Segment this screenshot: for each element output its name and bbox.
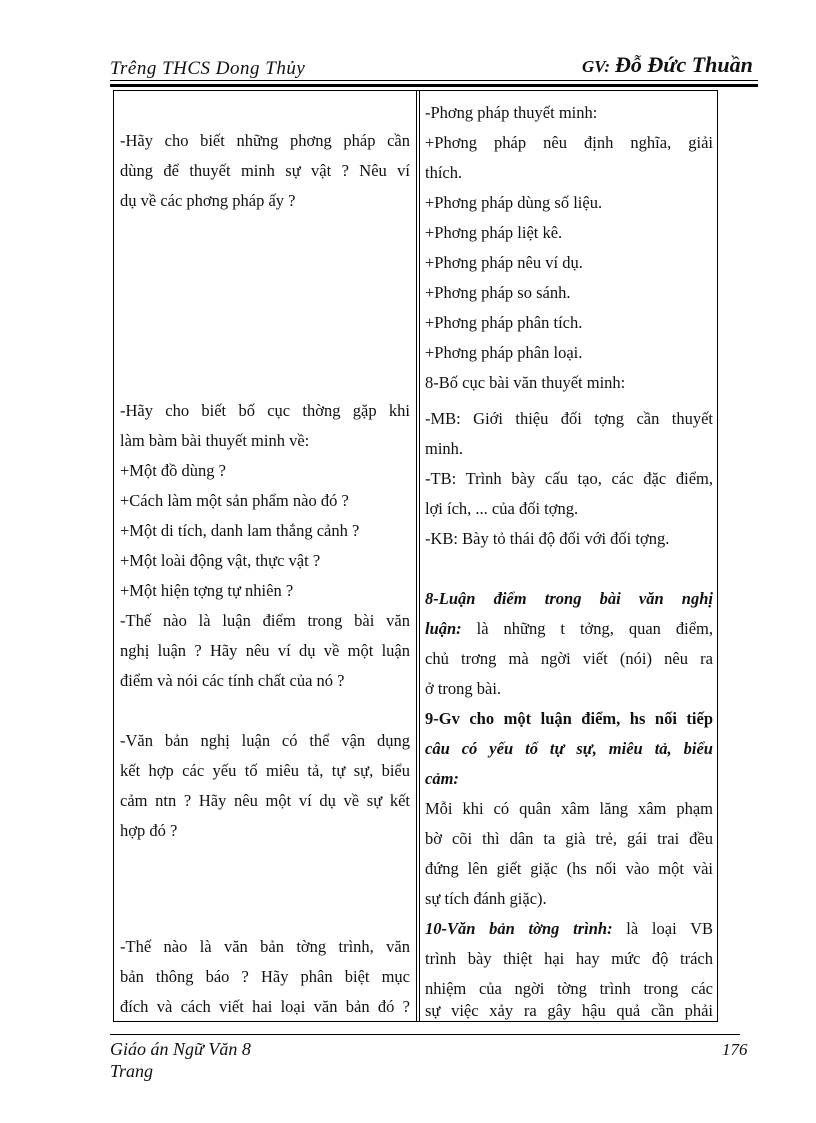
teacher-label: GV: — [582, 57, 611, 76]
right-line: +Phơng pháp phân tích. — [425, 313, 583, 332]
right-line — [425, 619, 713, 639]
right-line: -KB: Bày tỏ thái độ đối với đối tợng. — [425, 529, 670, 548]
left-line: +Một đồ dùng ? — [120, 461, 227, 480]
column-divider — [416, 91, 417, 1021]
right-line: +Phơng pháp dùng số liệu. — [425, 193, 603, 212]
header-rule — [110, 80, 758, 81]
left-line: -Hãy cho biết bố cục thờng gặp khi — [120, 401, 410, 420]
right-line: nhiệm của ngời tờng trình trong các — [425, 979, 713, 998]
term-text: là loại VB — [612, 919, 713, 938]
left-line: -Văn bản nghị luận có thể vận dụng — [120, 731, 410, 750]
right-line: ở trong bài. — [425, 679, 502, 698]
right-line: lợi ích, ... của đối tợng. — [425, 499, 579, 518]
left-line: điểm và nói các tính chất của nó ? — [120, 671, 345, 690]
footer-trang-label: Trang — [110, 1061, 154, 1081]
right-line: 8-Bố cục bài văn thuyết minh: — [425, 373, 626, 392]
right-line: 9-Gv cho một luận điểm, hs nối tiếp — [425, 709, 713, 728]
header-rule-thick — [110, 84, 758, 87]
term-label: luận: — [425, 619, 462, 638]
right-line — [425, 919, 713, 939]
left-line: kết hợp các yếu tố miêu tả, tự sự, biểu — [120, 761, 410, 780]
right-line: Mỗi khi có quân xâm lăng xâm phạm — [425, 799, 713, 818]
left-line: +Một loài động vật, thực vật ? — [120, 551, 321, 570]
left-line: dùng để thuyết minh sự vật ? Nêu ví — [120, 161, 410, 180]
left-line: dụ về các phơng pháp ấy ? — [120, 191, 296, 210]
right-line: 8-Luận điểm trong bài văn nghị — [425, 589, 713, 608]
left-line: -Thế nào là luận điểm trong bài văn — [120, 611, 410, 630]
footer-title — [110, 1038, 251, 1082]
right-line: chủ trơng mà ngời viết (nói) nêu ra — [425, 649, 713, 668]
right-line: sự việc xảy ra gây hậu quả cần phải — [425, 1001, 713, 1020]
left-line: -Hãy cho biết những phơng pháp cần — [120, 131, 410, 150]
right-line: cảm: — [425, 769, 459, 788]
right-line: câu có yếu tố tự sự, miêu tả, biểu — [425, 739, 713, 758]
right-line: đứng lên giết giặc (hs nối vào một vài — [425, 859, 713, 878]
right-line: +Phơng pháp nêu định nghĩa, giải — [425, 133, 713, 152]
left-line: làm bàm bài thuyết minh về: — [120, 431, 310, 450]
right-line: +Phơng pháp phân loại. — [425, 343, 583, 362]
school-name: Trêng THCS Dong Thủy — [110, 58, 306, 79]
teacher-name: Đỗ Đức Thuần — [615, 52, 753, 77]
left-line: -Thế nào là văn bản tờng trình, văn — [120, 937, 410, 956]
footer-book-title: Giáo án Ngữ Văn 8 — [110, 1039, 251, 1059]
left-line: +Một hiện tợng tự nhiên ? — [120, 581, 294, 600]
right-line: bờ cõi thì dân ta già trẻ, gái trai đều — [425, 829, 713, 848]
right-line: minh. — [425, 439, 464, 458]
left-line: +Một di tích, danh lam thắng cảnh ? — [120, 521, 360, 540]
teacher-credit — [582, 52, 753, 78]
left-line: hợp đó ? — [120, 821, 178, 840]
right-line: +Phơng pháp so sánh. — [425, 283, 571, 302]
footer-rule — [110, 1034, 740, 1035]
right-line: -Phơng pháp thuyết minh: — [425, 103, 598, 122]
left-line: cảm ntn ? Hãy nêu một ví dụ về sự kết — [120, 791, 410, 810]
right-line: +Phơng pháp nêu ví dụ. — [425, 253, 583, 272]
lesson-table — [113, 90, 718, 1022]
right-line: sự tích đánh giặc). — [425, 889, 547, 908]
left-line: nghị luận ? Hãy nêu ví dụ về một luận — [120, 641, 410, 660]
right-line: +Phơng pháp liệt kê. — [425, 223, 563, 242]
left-line: +Cách làm một sản phẩm nào đó ? — [120, 491, 349, 510]
left-line: bản thông báo ? Hãy phân biệt mục — [120, 967, 410, 986]
right-line: thích. — [425, 163, 463, 182]
right-line: trình bày thiệt hại hay mức độ trách — [425, 949, 713, 968]
term-label: 10-Văn bản tờng trình: — [425, 919, 613, 938]
left-line: đích và cách viết hai loại văn bản đó ? — [120, 997, 410, 1016]
column-divider — [419, 91, 420, 1021]
page-number: 176 — [722, 1040, 748, 1059]
right-line: -TB: Trình bày cấu tạo, các đặc điểm, — [425, 469, 713, 488]
right-line: -MB: Giới thiệu đối tợng cần thuyết — [425, 409, 713, 428]
term-text: là những t tởng, quan điểm, — [461, 619, 713, 638]
